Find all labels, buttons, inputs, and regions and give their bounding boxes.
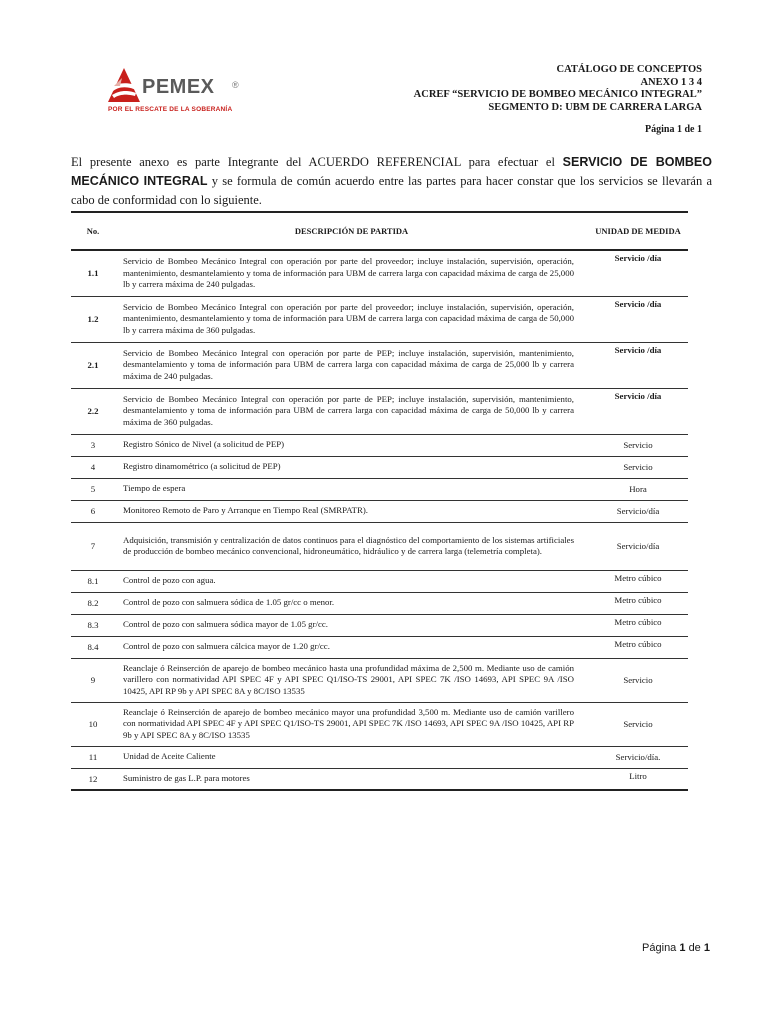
table-row — [71, 456, 688, 478]
row-number: 3 — [90, 440, 96, 450]
table-row — [71, 702, 688, 746]
pemex-eagle-icon — [106, 66, 142, 106]
row-unit: Metro cúbico — [614, 594, 662, 605]
table-body — [71, 250, 688, 790]
concepts-table — [71, 211, 688, 791]
table-row — [71, 592, 688, 614]
row-unit: Metro cúbico — [614, 616, 662, 627]
row-description: Reanclaje ó Reinserción de aparejo de bombeo mecánico mayor una profundidad 3,500 m. Mediante uso de camión varillero con normatividad API SPEC 4F y API SPEC Q1/ISO-TS 29001, API SPEC 7K /ISO 14693, API SPEC 9A /ISO 10425, API RP 9b y API SPEC 8A y 8C/ISO 13535 — [123, 706, 574, 740]
row-number: 8.1 — [87, 576, 99, 586]
row-description: Servicio de Bombeo Mecánico Integral con operación por parte de PEP; incluye instalación, supervisión, mantenimiento, desmantelamiento y toma de información para UBM de carrera larga con capacidad máxima de carga de 50,000 lb y carrera máxima de 360 pulgadas. — [123, 393, 574, 427]
table-row — [71, 250, 688, 296]
footer-current-page: 1 — [679, 942, 686, 954]
intro-service-name: SERVICIO DE BOMBEO MECÁNICO INTEGRAL — [71, 154, 712, 188]
row-number: 4 — [90, 462, 96, 472]
row-unit: Litro — [629, 770, 647, 781]
table-row — [71, 500, 688, 522]
pemex-wordmark: PEMEX — [142, 76, 215, 98]
row-unit: Servicio — [623, 440, 653, 450]
header-page-number: Página 1 de 1 — [645, 124, 702, 135]
row-unit: Servicio /día — [614, 298, 662, 309]
row-unit: Servicio /día — [614, 253, 662, 263]
row-unit: Metro cúbico — [614, 638, 662, 649]
row-number: 9 — [90, 675, 96, 685]
header-annex: ANEXO 1 3 4 — [640, 76, 702, 88]
row-description: Control de pozo con salmuera sódica mayor de 1.05 gr/cc. — [123, 619, 328, 630]
row-number: 8.4 — [87, 642, 99, 652]
row-description: Registro Sónico de Nivel (a solicitud de PEP) — [123, 439, 285, 450]
row-number: 10 — [88, 719, 98, 729]
header-segment: SEGMENTO D: UBM DE CARRERA LARGA — [488, 101, 702, 113]
table-row — [71, 658, 688, 702]
header-catalog-title: CATÁLOGO DE CONCEPTOS — [556, 64, 702, 75]
table-row — [71, 342, 688, 388]
table-row — [71, 522, 688, 570]
row-number: 5 — [90, 484, 96, 494]
row-description: Control de pozo con agua. — [123, 575, 216, 586]
row-number: 8.2 — [87, 598, 99, 608]
header-acref: ACREF “SERVICIO DE BOMBEO MECÁNICO INTEGRAL” — [413, 89, 702, 100]
row-number: 2.2 — [87, 406, 99, 416]
intro-text-part2: y se formula de común acuerdo entre las partes para hacer constar que los servicios se llevarán a cabo de conformidad con lo siguiente. — [71, 173, 713, 207]
row-number: 11 — [88, 752, 98, 762]
row-unit: Servicio/día — [616, 506, 660, 516]
row-unit: Servicio/día. — [615, 752, 661, 762]
row-unit: Servicio — [623, 719, 653, 729]
table-row — [71, 478, 688, 500]
row-description: Unidad de Aceite Caliente — [123, 751, 216, 762]
table-row — [71, 636, 688, 658]
intro-paragraph — [71, 153, 712, 210]
row-description: Servicio de Bombeo Mecánico Integral con operación por parte de PEP; incluye instalación, supervisión, mantenimiento, desmantelamiento y toma de información para UBM de carrera larga con capacidad máxima de carga de 25,000 lb y carrera máxima de 240 pulgadas. — [123, 347, 574, 381]
footer-of: de — [688, 942, 701, 954]
row-number: 7 — [90, 541, 96, 551]
row-unit: Servicio /día — [614, 344, 662, 355]
row-description: Servicio de Bombeo Mecánico Integral con operación por parte del proveedor; incluye instalación, supervisión, operación, mantenimiento, desmantelamiento y toma de información para UBM de carrera larga con capacidad máxima de carga de 25,000 lb y carrera máxima de 240 pulgadas. — [123, 256, 574, 289]
row-description: Tiempo de espera — [123, 483, 186, 494]
registered-mark: ® — [232, 80, 239, 90]
table-header-row — [71, 212, 688, 250]
row-description: Control de pozo con salmuera cálcica mayor de 1.20 gr/cc. — [123, 641, 330, 652]
page-footer — [642, 942, 710, 954]
row-description: Adquisición, transmisión y centralización de datos continuos para el diagnóstico del comportamiento de los sistemas artificiales de producción de bombeo mecánico convencional, hidroneumático, hidráulico y de carrera larga (telemetría completa). — [123, 534, 574, 556]
row-description: Servicio de Bombeo Mecánico Integral con operación por parte del proveedor; incluye instalación, supervisión, operación, mantenimiento, desmantelamiento y toma de información para UBM de carrera larga con capacidad máxima de carga de 50,000 lb y carrera máxima de 360 pulgadas. — [123, 301, 574, 335]
row-unit: Servicio /día — [614, 390, 662, 401]
table-row — [71, 388, 688, 434]
table-row — [71, 614, 688, 636]
table-row — [71, 768, 688, 790]
table-row — [71, 746, 688, 768]
row-number: 8.3 — [87, 620, 99, 630]
row-unit: Servicio — [623, 675, 653, 685]
row-number: 1.1 — [87, 268, 99, 279]
header-no: No. — [71, 212, 115, 250]
document-header — [414, 64, 702, 137]
row-number: 12 — [88, 773, 98, 784]
row-number: 6 — [90, 506, 96, 516]
row-unit: Hora — [629, 484, 647, 494]
pemex-tagline: POR EL RESCATE DE LA SOBERANÍA — [108, 106, 233, 113]
header-unit: UNIDAD DE MEDIDA — [588, 212, 688, 250]
table-row — [71, 296, 688, 342]
row-description: Suministro de gas L.P. para motores — [123, 773, 250, 783]
header-description: DESCRIPCIÓN DE PARTIDA — [115, 212, 588, 250]
row-unit: Metro cúbico — [614, 572, 662, 583]
row-description: Control de pozo con salmuera sódica de 1.05 gr/cc o menor. — [123, 597, 335, 608]
pemex-logo — [106, 66, 246, 118]
row-number: 2.1 — [87, 360, 99, 370]
table-row — [71, 570, 688, 592]
footer-label: Página — [642, 942, 677, 954]
table-row — [71, 434, 688, 456]
footer-total-pages: 1 — [703, 942, 710, 954]
intro-text-part1: El presente anexo es parte Integrante del ACUERDO REFERENCIAL para efectuar el — [71, 154, 563, 169]
row-description: Reanclaje ó Reinserción de aparejo de bombeo mecánico hasta una profundidad máxima de 2,500 m. Mediante uso de camión varillero con normatividad API SPEC 4F y API SPEC Q1/ISO-TS 29001, API SPEC 7K /ISO 14693, API SPEC 9A /ISO 10425, API RP 9b y API SPEC 8A y 8C/ISO 13535 — [123, 662, 574, 696]
row-unit: Servicio — [623, 462, 653, 472]
row-unit: Servicio/día — [616, 541, 660, 551]
row-description: Registro dinamométrico (a solicitud de PEP) — [123, 461, 281, 472]
row-description: Monitoreo Remoto de Paro y Arranque en Tiempo Real (SMRPATR). — [123, 505, 369, 516]
row-number: 1.2 — [87, 314, 99, 324]
